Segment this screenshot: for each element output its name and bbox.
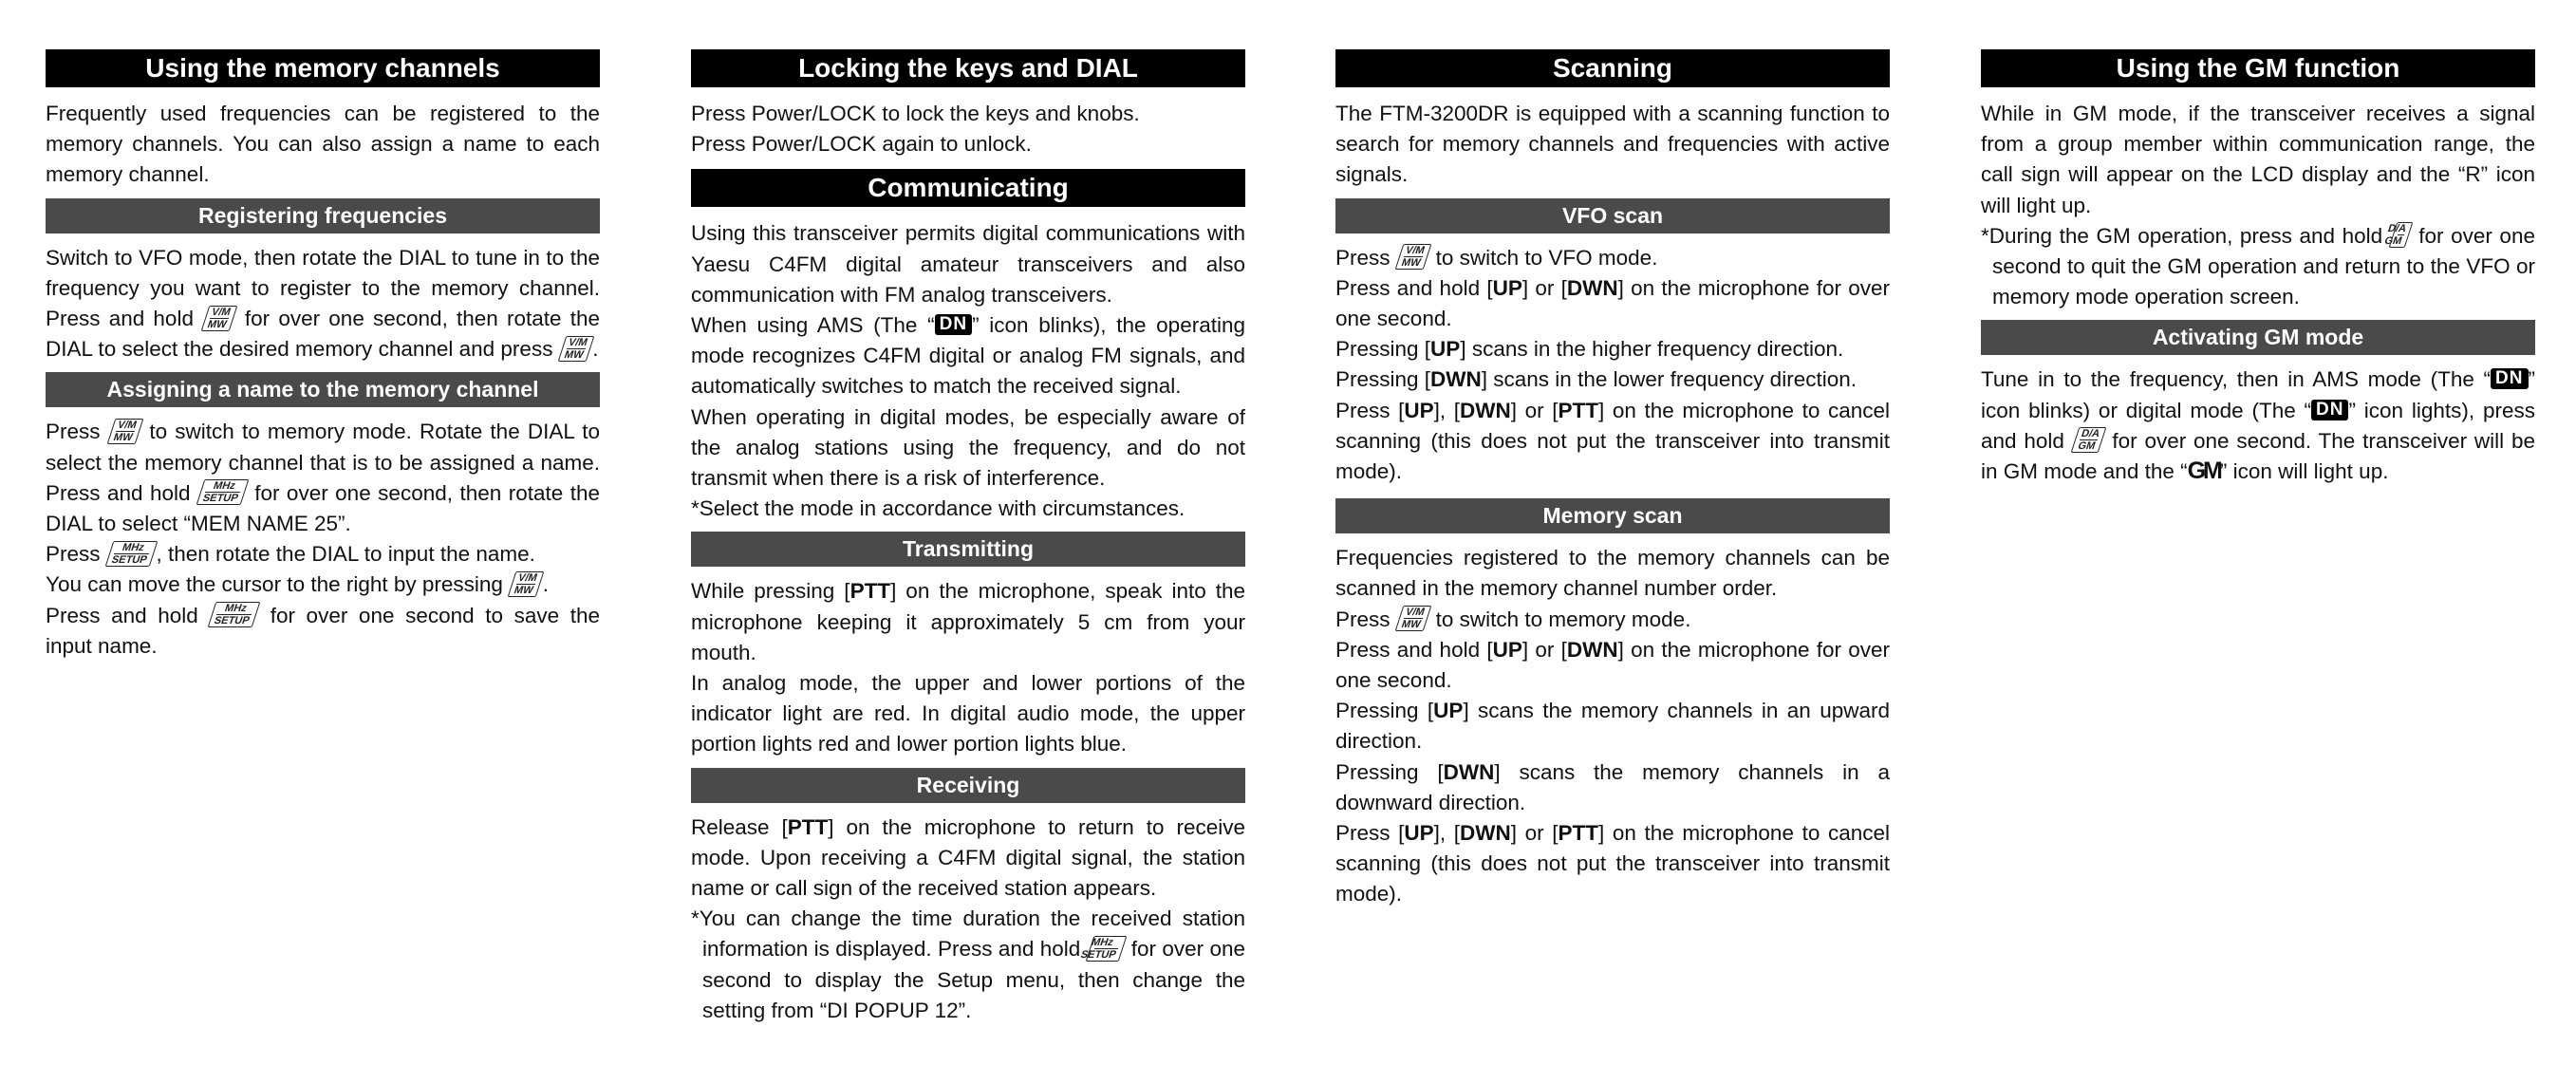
scan-intro: The FTM-3200DR is equipped with a scanning function to search for memory channels and frequencies with active signals. <box>1335 102 1890 187</box>
vm-mw-key-icon: $\frac{V/M}{MW}$ <box>201 306 237 331</box>
mhz-setup-key-icon: MHz SETUP <box>196 479 249 505</box>
da-gm-key-icon: $\frac{D/A}{GM}$ <box>2070 427 2106 453</box>
memory-intro: Frequently used frequencies can be registered to the memory channels. You can also assign a name to each memory channel. <box>46 102 600 187</box>
column-scanning <box>1335 49 1890 910</box>
comm-para-1: Using this transceiver permits digital communications with Yaesu C4FM digital amateur transceivers and also communication with FM analog transceivers. <box>691 221 1245 307</box>
section-title-communicating: Communicating <box>691 169 1245 207</box>
assign-name-step-2: Press MHz SETUP , then rotate the DIAL to input the name. <box>46 541 535 567</box>
receive-para-1: Release [PTT] on the microphone to return to receive mode. Upon receiving a C4FM digital signal, the station name or call sign of the received station appears. <box>691 814 1246 901</box>
memory-scan-step-4: Pressing [DWN] scans the memory channels in a downward direction. <box>1335 759 1890 814</box>
section-title-locking: Locking the keys and DIAL <box>691 49 1245 87</box>
vm-mw-key-icon: $\frac{V/M}{MW}$ <box>1394 244 1430 270</box>
gm-icon: GM <box>2187 457 2220 484</box>
gm-para-2: *During the GM operation, press and hold $\frac{D/A}{GM}$ for over one second to quit the GM operation and return to the VFO or memory mode operation screen. <box>1981 223 2535 309</box>
comm-para-4: *Select the mode in accordance with circumstances. <box>691 496 1185 521</box>
lock-line-1: Press Power/LOCK to lock the keys and knobs. <box>691 102 1140 125</box>
vfo-scan-step-5: Press [UP], [DWN] or [PTT] on the microphone to cancel scanning (this does not put the transceiver into transmit mode). <box>1335 398 1890 484</box>
assign-name-step-3: You can move the cursor to the right by pressing $\frac{V/M}{MW}$ . <box>46 572 550 597</box>
vfo-scan-step-3: Pressing [UP] scans in the higher frequency direction. <box>1335 337 1844 362</box>
section-title-gm-function: Using the GM function <box>1981 49 2535 87</box>
column-gm-function <box>1981 49 2535 488</box>
vm-mw-key-icon: $\frac{V/M}{MW}$ <box>557 336 593 362</box>
lock-line-2: Press Power/LOCK again to unlock. <box>691 132 1032 157</box>
subsection-title-receiving: Receiving <box>691 768 1245 803</box>
vfo-scan-step-1: Press $\frac{V/M}{MW}$ to switch to VFO mode. <box>1335 245 1658 270</box>
transmit-para-1: While pressing [PTT] on the microphone, speak into the microphone keeping it approximately 5 cm from your mouth. <box>691 579 1246 664</box>
da-gm-key-icon: $\frac{D/A}{GM}$ <box>2388 222 2413 248</box>
dn-icon: DN <box>935 314 972 335</box>
section-title-memory-channels: Using the memory channels <box>46 49 600 87</box>
activating-gm-text: Tune in to the frequency, then in AMS mode (The “ DN ” icon blinks) or digital mode (The “ DN ” icon lights), press and hold $\frac{D/A}{GM}$ for over one second. The transceiver will be in GM mode and the “GM” icon will light up. <box>1981 364 2535 488</box>
subsection-title-activating-gm: Activating GM mode <box>1981 320 2535 355</box>
subsection-title-assigning-name: Assigning a name to the memory channel <box>46 372 600 407</box>
vfo-scan-step-2: Press and hold [UP] or [DWN] on the microphone for over one second. <box>1335 275 1890 331</box>
column-locking-communicating <box>691 49 1245 1026</box>
vm-mw-key-icon: $\frac{V/M}{MW}$ <box>1394 606 1430 631</box>
comm-para-3: When operating in digital modes, be especially aware of the analog stations using the frequency, and do not transmit when there is a risk of interference. <box>691 404 1245 491</box>
subsection-title-memory-scan: Memory scan <box>1335 498 1890 533</box>
assign-name-step-4: Press and hold MHz SETUP for over one second to save the input name. <box>46 603 600 658</box>
mhz-setup-key-icon: MHz SETUP <box>1085 936 1126 962</box>
transmit-para-2: In analog mode, the upper and lower portions of the indicator light are red. In digital audio mode, the upper portion lights red and lower portion lights blue. <box>691 671 1245 757</box>
mhz-setup-key-icon: MHz SETUP <box>104 541 157 567</box>
comm-para-2: When using AMS (The “ DN ” icon blinks), the operating mode recognizes C4FM digital or analog FM signals, and automatically switches to match the received signal. <box>691 313 1245 399</box>
memory-scan-step-3: Pressing [UP] scans the memory channels in an upward direction. <box>1335 699 1890 754</box>
subsection-title-vfo-scan: VFO scan <box>1335 198 1890 234</box>
memory-scan-para-1: Frequencies registered to the memory channels can be scanned in the memory channel number order. <box>1335 546 1890 601</box>
registering-text: Switch to VFO mode, then rotate the DIAL to tune in to the frequency you want to register to the memory channel. Press and hold $\frac{V/M}{MW}$ for over one second, then rotate the DIAL to select the desired memory channel and press $\frac{V/M}{MW}$ . <box>46 245 600 362</box>
section-title-scanning: Scanning <box>1335 49 1890 87</box>
memory-scan-step-2: Press and hold [UP] or [DWN] on the microphone for over one second. <box>1335 637 1890 693</box>
vm-mw-key-icon: $\frac{V/M}{MW}$ <box>508 571 544 597</box>
subsection-title-registering: Registering frequencies <box>46 198 600 234</box>
memory-scan-step-1: Press $\frac{V/M}{MW}$ to switch to memory mode. <box>1335 607 1691 631</box>
vfo-scan-step-4: Pressing [DWN] scans in the lower frequency direction. <box>1335 367 1857 392</box>
vm-mw-key-icon: $\frac{V/M}{MW}$ <box>106 419 142 444</box>
assign-name-step-1: Press $\frac{V/M}{MW}$ to switch to memory mode. Rotate the DIAL to select the memory channel that is to be assigned a name. Press and hold MHz SETUP for over one second, then rotate the DIAL to select “MEM NAME 25”. <box>46 419 600 536</box>
mhz-setup-key-icon: MHz SETUP <box>208 602 260 627</box>
memory-scan-step-5: Press [UP], [DWN] or [PTT] on the microphone to cancel scanning (this does not put the transceiver into transmit mode). <box>1335 821 1890 906</box>
subsection-title-transmitting: Transmitting <box>691 532 1245 567</box>
dn-icon: DN <box>2491 368 2528 389</box>
column-memory-channels <box>46 49 600 662</box>
receive-para-2: *You can change the time duration the received station information is displayed. Press and hold MHz SETUP for over one second to display the Setup menu, then change the setting from “DI POPUP 12”. <box>691 906 1245 1022</box>
gm-para-1: While in GM mode, if the transceiver receives a signal from a group member within communication range, the call sign will appear on the LCD display and the “R” icon will light up. <box>1981 102 2535 217</box>
dn-icon: DN <box>2311 400 2348 420</box>
